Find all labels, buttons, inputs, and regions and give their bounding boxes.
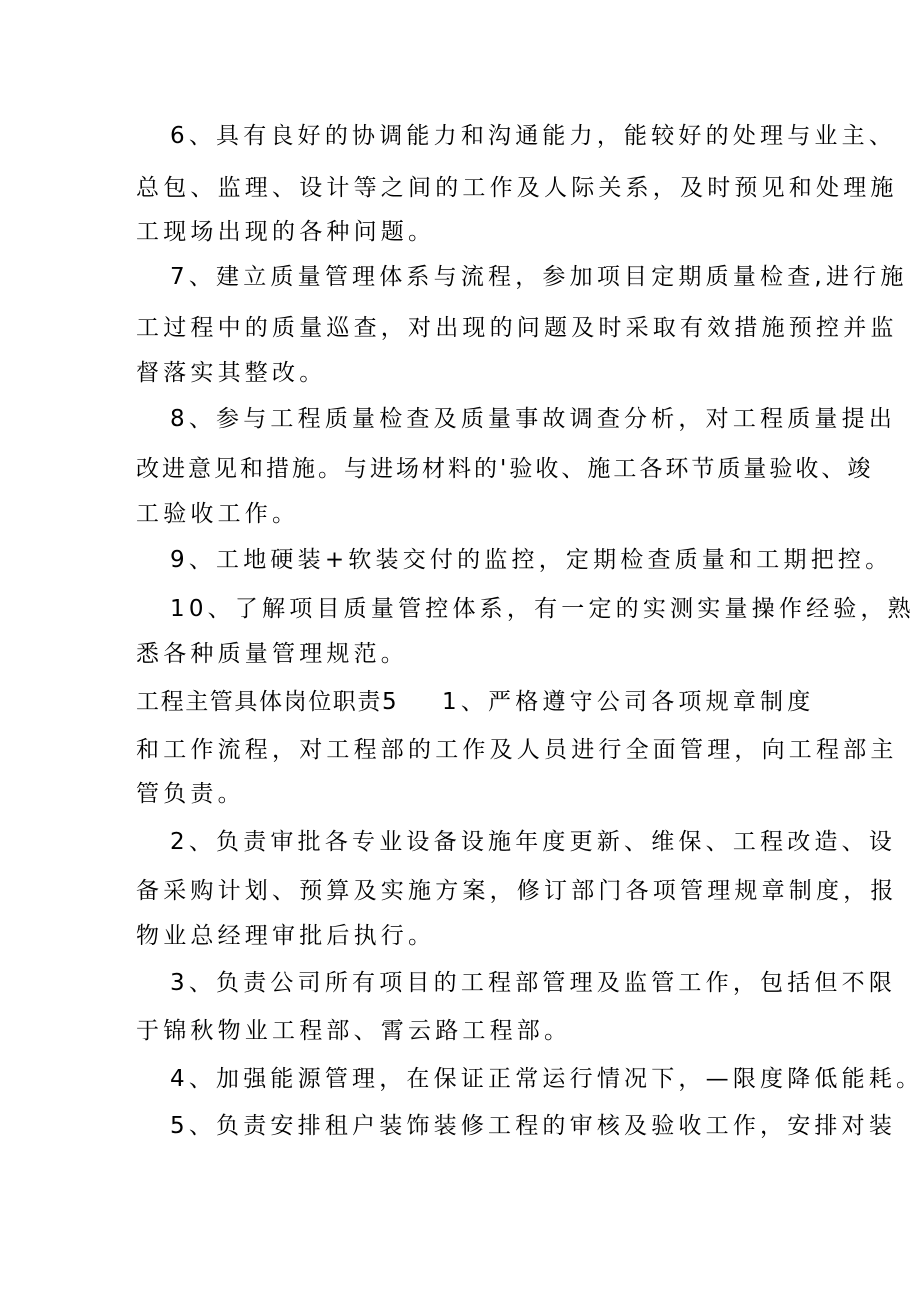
- paragraph-line: 管负责。: [136, 781, 245, 807]
- paragraph-line: 改进意见和措施。与进场材料的'验收、施工各环节质量验收、竣: [136, 456, 874, 482]
- paragraph-line: 和工作流程，对工程部的工作及人员进行全面管理，向工程部主: [136, 737, 898, 763]
- paragraph-line: 督落实其整改。: [136, 360, 327, 386]
- paragraph-line: 工现场出现的各种问题。: [136, 219, 436, 245]
- paragraph-line: 2、负责审批各专业设备设施年度更新、维保、工程改造、设: [170, 829, 897, 855]
- paragraph-line: 工验收工作。: [136, 501, 300, 527]
- paragraph-line: 7、建立质量管理体系与流程，参加项目定期质量检查,进行施: [170, 264, 908, 290]
- paragraph-line: 工过程中的质量巡查，对出现的问题及时采取有效措施预控并监: [136, 315, 898, 341]
- paragraph-line: 3、负责公司所有项目的工程部管理及监管工作，包括但不限: [170, 970, 897, 996]
- paragraph-line: 5、负责安排租户装饰装修工程的审核及验收工作，安排对装: [170, 1113, 897, 1139]
- section-heading-text: 1、严格遵守公司各项规章制度: [442, 689, 815, 715]
- section-heading-title: 工程主管具体岗位职责5: [136, 689, 399, 715]
- paragraph-line: 于锦秋物业工程部、霄云路工程部。: [136, 1018, 572, 1044]
- paragraph-line: 9、工地硬装+软装交付的监控，定期检查质量和工期把控。: [170, 547, 893, 573]
- paragraph-line: 备采购计划、预算及实施方案，修订部门各项管理规章制度，报: [136, 878, 898, 904]
- paragraph-line: 总包、监理、设计等之间的工作及人际关系，及时预见和处理施: [136, 175, 898, 201]
- paragraph-line: 4、加强能源管理，在保证正常运行情况下，—限度降低能耗。: [170, 1066, 923, 1092]
- paragraph-line: 物业总经理审批后执行。: [136, 923, 436, 949]
- paragraph-line: 10、了解项目质量管控体系，有一定的实测实量操作经验，熟: [170, 596, 915, 622]
- paragraph-line: 6、具有良好的协调能力和沟通能力，能较好的处理与业主、: [170, 123, 897, 149]
- paragraph-line: 8、参与工程质量检查及质量事故调查分析，对工程质量提出: [170, 406, 897, 432]
- paragraph-line: 悉各种质量管理规范。: [136, 641, 408, 667]
